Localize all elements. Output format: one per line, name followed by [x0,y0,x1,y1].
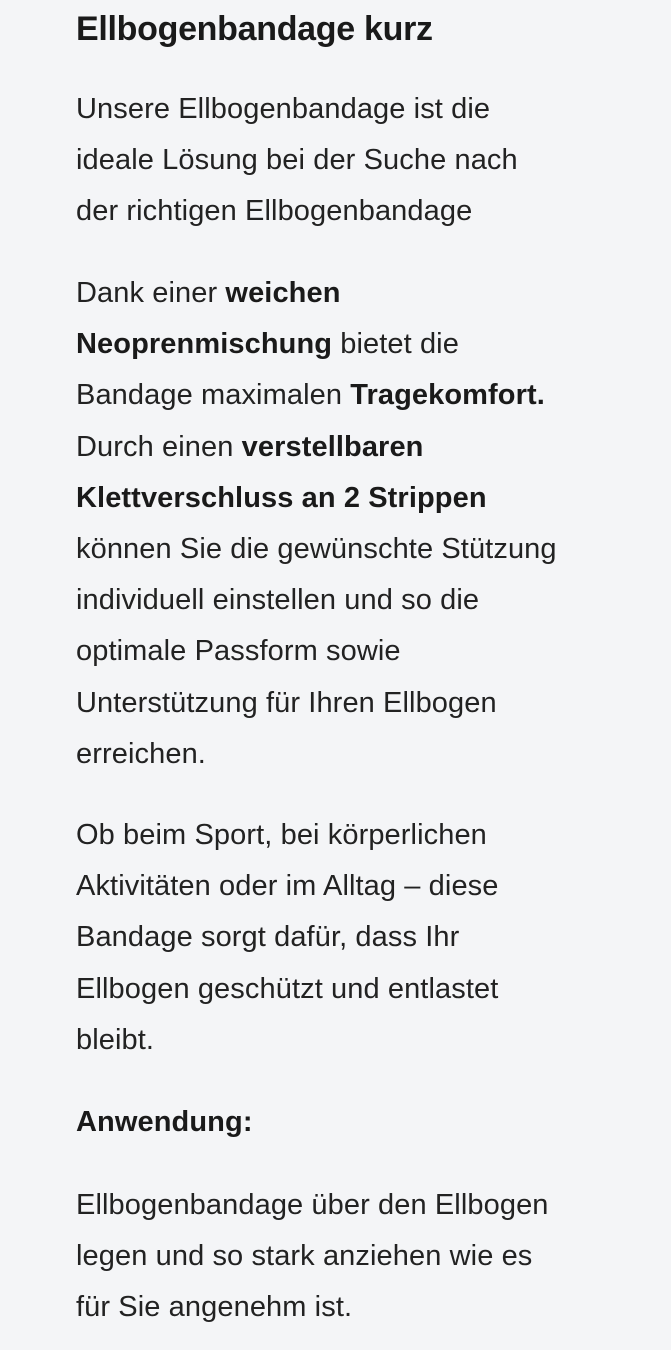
features-line: Unterstützung für Ihren Ellbogen [76,686,497,719]
features-line [76,422,636,473]
usage-line: Bandage sorgt dafür, dass Ihr [76,921,460,954]
intro-line: ideale Lösung bei der Suche nach [76,144,518,177]
bold-text: Klettverschluss an 2 Strippen [76,481,487,514]
intro-line: der richtigen Ellbogenbandage [76,195,473,228]
usage-line: Ellbogen geschützt und entlastet [76,972,499,1005]
text: bietet die [332,328,459,361]
application-heading [76,1097,636,1148]
application-line: Ellbogenbandage über den Ellbogen [76,1189,549,1221]
text: Dank einer [76,277,226,309]
bold-text: verstellbaren [241,430,424,463]
application-heading-text: Anwendung: [76,1106,253,1138]
text: Bandage maximalen [76,379,351,412]
features-paragraph [76,268,636,780]
application-paragraph [76,1180,636,1334]
features-line: erreichen. [76,737,206,770]
usage-line: Ob beim Sport, bei körperlichen [76,819,487,851]
bold-text: weichen [225,277,341,309]
bold-text: Neoprenmischung [76,328,333,361]
usage-line: bleibt. [76,1023,155,1056]
intro-paragraph [76,84,636,238]
usage-context-paragraph [76,810,636,1066]
features-line: können Sie die gewünschte Stützung [76,533,557,566]
features-line: individuell einstellen und so die [76,584,480,617]
text: Durch einen [76,430,242,463]
features-line [76,370,636,421]
application-line: für Sie angenehm ist. [76,1291,353,1324]
intro-line: Unsere Ellbogenbandage ist die [76,93,491,125]
features-line [76,473,636,524]
bold-text: Tragekomfort. [350,379,545,412]
usage-line: Aktivitäten oder im Alltag – diese [76,870,499,903]
application-line: legen und so stark anziehen wie es [76,1240,533,1273]
features-line: optimale Passform sowie [76,635,401,668]
product-title: Ellbogenbandage kurz [76,10,433,48]
features-line [76,268,636,319]
features-line [76,319,636,370]
